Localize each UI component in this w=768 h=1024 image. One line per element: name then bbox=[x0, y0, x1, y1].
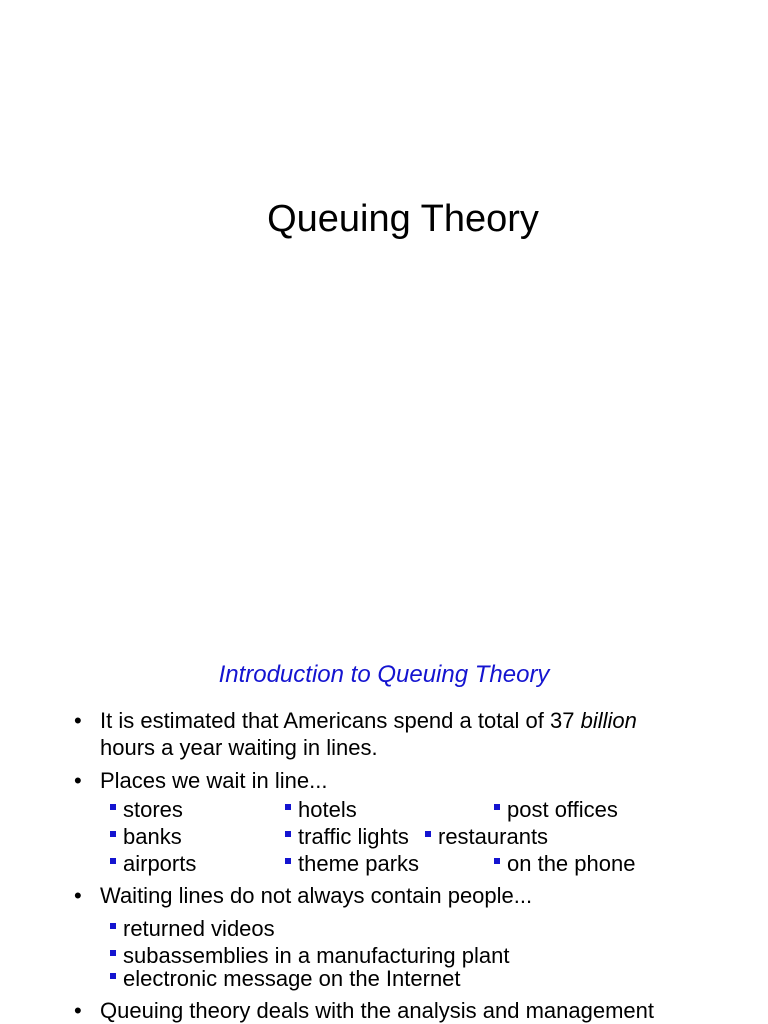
list-item bbox=[494, 796, 618, 823]
list-item bbox=[110, 965, 461, 992]
list-item-label: theme parks bbox=[298, 851, 420, 876]
list-item bbox=[110, 823, 182, 850]
bullet-glyph: • bbox=[74, 883, 82, 908]
bullet-text: Places we wait in line... bbox=[100, 768, 328, 793]
list-item bbox=[285, 796, 357, 823]
bullet-text-line2: hours a year waiting in lines. bbox=[100, 735, 378, 760]
list-item-label: traffic lights bbox=[298, 824, 409, 849]
bullet-places bbox=[74, 767, 734, 794]
square-bullet-icon bbox=[110, 804, 116, 810]
bullet-text: Queuing theory deals with the analysis and management bbox=[100, 998, 655, 1023]
list-item-label: banks bbox=[123, 824, 182, 849]
bullet-text-italic: billion bbox=[580, 708, 637, 733]
section-heading: Introduction to Queuing Theory bbox=[218, 661, 550, 688]
list-item bbox=[285, 850, 419, 877]
list-item-label: restaurants bbox=[438, 824, 549, 849]
square-bullet-icon bbox=[110, 858, 116, 864]
square-bullet-icon bbox=[494, 804, 500, 810]
slide-title: Queuing Theory bbox=[267, 198, 539, 240]
list-item bbox=[494, 850, 635, 877]
bullet-glyph: • bbox=[74, 768, 82, 793]
square-bullet-icon bbox=[425, 831, 431, 837]
bullet-glyph: • bbox=[74, 998, 82, 1023]
list-item bbox=[110, 850, 196, 877]
list-item-label: subassemblies in a manufacturing plant bbox=[123, 943, 510, 968]
square-bullet-icon bbox=[110, 831, 116, 837]
list-item-label: airports bbox=[123, 851, 197, 876]
bullet-text-part: It is estimated that Americans spend a total of 37 bbox=[100, 708, 581, 733]
list-item bbox=[110, 796, 183, 823]
list-item bbox=[425, 823, 548, 850]
square-bullet-icon bbox=[110, 923, 116, 929]
list-item-label: stores bbox=[123, 797, 183, 822]
bullet-glyph: • bbox=[74, 708, 82, 733]
square-bullet-icon bbox=[110, 950, 116, 956]
list-item bbox=[285, 823, 409, 850]
list-item-label: returned videos bbox=[123, 916, 275, 941]
list-item-label: electronic message on the Internet bbox=[123, 966, 461, 991]
square-bullet-icon bbox=[285, 804, 291, 810]
bullet-americans-wait bbox=[74, 707, 734, 761]
list-item-label: hotels bbox=[298, 797, 357, 822]
square-bullet-icon bbox=[494, 858, 500, 864]
list-item bbox=[110, 915, 275, 942]
bullet-text bbox=[100, 707, 734, 734]
bullet-text: Waiting lines do not always contain people... bbox=[100, 883, 533, 908]
list-item-label: post offices bbox=[507, 797, 618, 822]
bullet-queuing-theory bbox=[74, 997, 734, 1024]
square-bullet-icon bbox=[285, 831, 291, 837]
square-bullet-icon bbox=[285, 858, 291, 864]
bullet-not-people bbox=[74, 882, 734, 909]
list-item-label: on the phone bbox=[507, 851, 636, 876]
square-bullet-icon bbox=[110, 973, 116, 979]
